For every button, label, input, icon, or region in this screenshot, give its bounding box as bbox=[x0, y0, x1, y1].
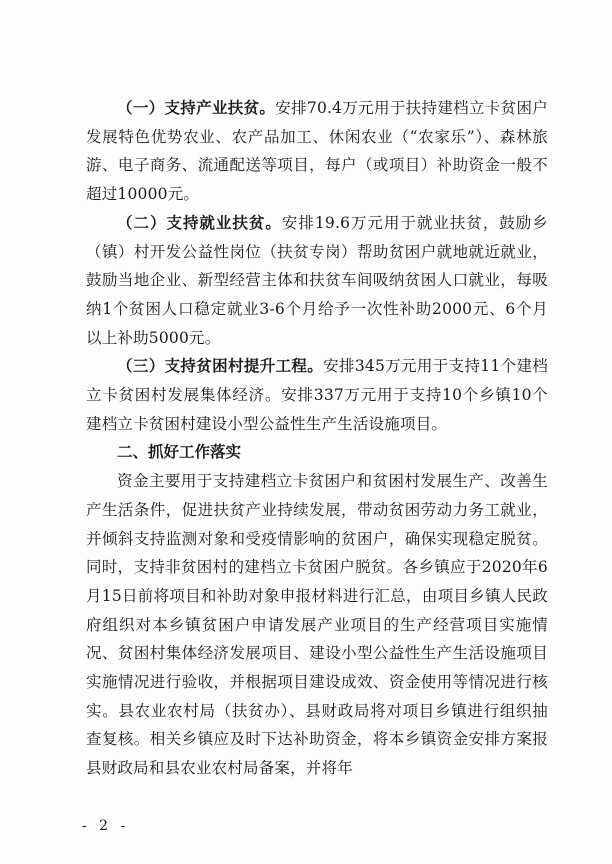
section-lead: （一）支持产业扶贫。 bbox=[117, 99, 276, 117]
section-lead: （三）支持贫困村提升工程。 bbox=[117, 357, 324, 376]
section-text: 安排19.6万元用于就业扶贫，鼓励乡（镇）村开发公益性岗位（扶贫专岗）帮助贫困户就地就近就业，鼓励当地企业、新型经营主体和扶贫车间吸纳贫困人口就业，每吸纳1个贫困人口稳定就业3-6个月给予一次性补助2000元、6个月以上补助5000元。 bbox=[86, 213, 548, 347]
page-number: - 2 - bbox=[82, 818, 130, 834]
section-industry-support bbox=[86, 94, 548, 209]
section-village-upgrade bbox=[86, 352, 548, 438]
body-paragraph: 资金主要用于支持建档立卡贫困户和贫困村发展生产、改善生产生活条件，促进扶贫产业持续发展，带动贫困劳动力务工就业，并倾斜支持监测对象和受疫情影响的贫困户，确保实现稳定脱贫。同时，支持非贫困村的建档立卡贫困户脱贫。各乡镇应于2020年6月15日前将项目和补助对象申报材料进行汇总，由项目乡镇人民政府组织对本乡镇贫困户申请发展产业项目的生产经营项目实施情况、贫困村集体经济发展项目、建设小型公益性生产生活设施项目实施情况进行验收，并根据项目建设成效、资金使用等情况进行核实。县农业农村局（扶贫办）、县财政局将对项目乡镇进行组织抽查复核。相关乡镇应及时下达补助资金，将本乡镇资金安排方案报县财政局和县农业农村局备案，并将年 bbox=[86, 472, 548, 778]
section-employment-support bbox=[86, 209, 548, 353]
section-heading: 二、抓好工作落实 bbox=[117, 443, 242, 462]
section-text: 安排70.4万元用于扶持建档立卡贫困户发展特色优势农业、农产品加工、休闲农业（“农家乐”）、森林旅游、电子商务、流通配送等项目，每户（或项目）补助资金一般不超过10000元。 bbox=[86, 99, 548, 204]
document-body bbox=[86, 94, 548, 783]
section-lead: （二）支持就业扶贫。 bbox=[117, 213, 282, 232]
section-text: 安排345万元用于支持11个建档立卡贫困村发展集体经济。安排337万元用于支持10个乡镇10个建档立卡贫困村建设小型公益性生产生活设施项目。 bbox=[86, 357, 548, 433]
